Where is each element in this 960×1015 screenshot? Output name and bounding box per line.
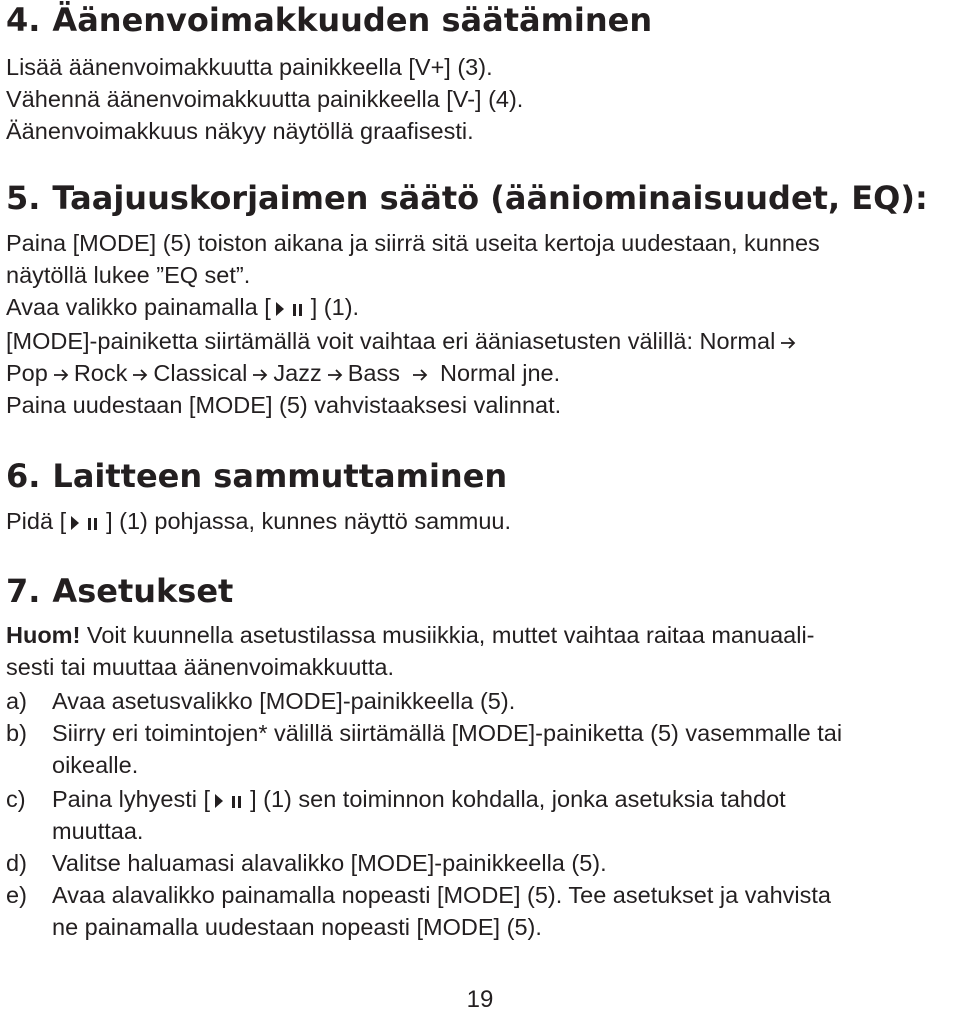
s5-line-4-a: [MODE]-painiketta siirtämällä voit vaihtaa eri ääniasetusten välillä: Normal bbox=[6, 328, 776, 354]
eq-normal: Normal jne. bbox=[439, 360, 561, 386]
item-label: b) bbox=[6, 720, 27, 746]
s5-line-3-a: Avaa valikko painamalla [ bbox=[6, 294, 271, 320]
section-6-title: Laitteen sammuttaminen bbox=[52, 457, 508, 495]
page-number: 19 bbox=[466, 986, 494, 1013]
s4-line-1: Lisää äänenvoimakkuutta painikkeella [V+] (3). bbox=[6, 54, 493, 80]
eq-classical: Classical bbox=[153, 360, 248, 386]
item-c-text-a: Paina lyhyesti [ bbox=[52, 786, 211, 812]
list-item-e-continued: ne painamalla uudestaan nopeasti [MODE] (5). bbox=[52, 914, 542, 940]
section-7-heading bbox=[6, 573, 233, 609]
section-4-heading bbox=[6, 2, 652, 38]
play-pause-icon bbox=[271, 298, 311, 320]
s5-line-2: näytöllä lukee ”EQ set”. bbox=[6, 262, 251, 288]
item-label: c) bbox=[6, 786, 26, 812]
item-label: d) bbox=[6, 850, 27, 876]
s5-eq-sequence bbox=[6, 358, 560, 388]
item-label: a) bbox=[6, 688, 27, 714]
item-text bbox=[52, 784, 786, 814]
eq-jazz: Jazz bbox=[273, 360, 322, 386]
s7-note-line-2: sesti tai muuttaa äänenvoimakkuutta. bbox=[6, 654, 394, 680]
item-text: Avaa asetusvalikko [MODE]-painikkeella (5). bbox=[52, 688, 516, 714]
s5-line-3 bbox=[6, 292, 359, 322]
s7-note-line-1 bbox=[6, 620, 815, 650]
item-text: Siirry eri toimintojen* välillä siirtämällä [MODE]-painiketta (5) vasemmalle tai bbox=[52, 720, 843, 746]
arrow-right-icon bbox=[775, 336, 801, 350]
list-item-b-continued: oikealle. bbox=[52, 752, 139, 778]
section-5-heading bbox=[6, 180, 928, 216]
s4-line-2: Vähennä äänenvoimakkuutta painikkeella [V-] (4). bbox=[6, 86, 524, 112]
item-label: e) bbox=[6, 882, 27, 908]
s4-line-3: Äänenvoimakkuus näkyy näytöllä graafisesti. bbox=[6, 118, 474, 144]
play-pause-icon bbox=[210, 790, 250, 812]
section-4-number: 4. bbox=[6, 1, 41, 39]
section-6-number: 6. bbox=[6, 457, 41, 495]
s5-line-1: Paina [MODE] (5) toiston aikana ja siirrä sitä useita kertoja uudestaan, kunnes bbox=[6, 230, 820, 256]
section-5-number: 5. bbox=[6, 179, 41, 217]
eq-rock: Rock bbox=[73, 360, 128, 386]
arrow-right-icon bbox=[48, 368, 74, 382]
section-5-title: Taajuuskorjaimen säätö (ääniominaisuudet, EQ): bbox=[52, 179, 928, 217]
section-7-title: Asetukset bbox=[52, 572, 234, 610]
s5-line-4 bbox=[6, 326, 801, 356]
list-item-c-continued: muuttaa. bbox=[52, 818, 144, 844]
item-text: Avaa alavalikko painamalla nopeasti [MODE] (5). Tee asetukset ja vahvista bbox=[52, 882, 831, 908]
section-4-title: Äänenvoimakkuuden säätäminen bbox=[52, 1, 653, 39]
s6-line-1-a: Pidä [ bbox=[6, 508, 67, 534]
s6-line-1 bbox=[6, 506, 511, 536]
eq-bass: Bass bbox=[347, 360, 400, 386]
note-text-1: Voit kuunnella asetustilassa musiikkia, muttet vaihtaa raitaa manuaali- bbox=[80, 622, 815, 648]
arrow-right-icon bbox=[127, 368, 153, 382]
section-6-heading bbox=[6, 458, 507, 494]
arrow-right-icon bbox=[322, 368, 348, 382]
arrow-right-icon bbox=[247, 368, 273, 382]
s5-line-6: Paina uudestaan [MODE] (5) vahvistaaksesi valinnat. bbox=[6, 392, 562, 418]
item-c-text-b: ] (1) sen toiminnon kohdalla, jonka asetuksia tahdot bbox=[250, 786, 786, 812]
item-text: Valitse haluamasi alavalikko [MODE]-painikkeella (5). bbox=[52, 850, 607, 876]
eq-pop: Pop bbox=[6, 360, 48, 386]
note-label: Huom! bbox=[6, 622, 81, 648]
arrow-right-icon bbox=[400, 368, 440, 382]
section-7-number: 7. bbox=[6, 572, 41, 610]
s5-line-3-b: ] (1). bbox=[310, 294, 360, 320]
s6-line-1-b: ] (1) pohjassa, kunnes näyttö sammuu. bbox=[106, 508, 512, 534]
play-pause-icon bbox=[66, 512, 106, 534]
